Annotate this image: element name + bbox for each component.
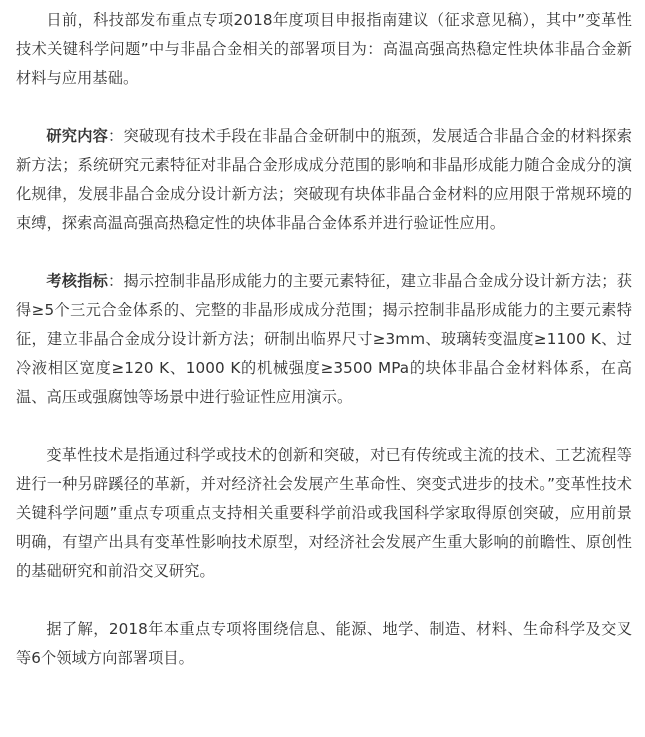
paragraph-intro [16,6,632,93]
paragraph-deployment [16,615,632,673]
research-content-heading: 研究内容 [46,127,109,145]
article-body [16,6,632,673]
transformative-tech-text: 变革性技术是指通过科学或技术的创新和突破，对已有传统或主流的技术、工艺流程等进行一种另辟蹊径的革新，并对经济社会发展产生革命性、突变式进步的技术。”变革性技术关键科学问题”重点专项重点支持相关重要科学前沿或我国科学家取得原创突破，应用前景明确，有望产出具有变革性影响技术原型，对经济社会发展产生重大影响的前瞻性、原创性的基础研究和前沿交叉研究。 [16,446,632,580]
research-content-text: ：突破现有技术手段在非晶合金研制中的瓶颈，发展适合非晶合金的材料探索新方法；系统研究元素特征对非晶合金形成成分范围的影响和非晶形成能力随合金成分的演化规律，发展非晶合金成分设计新方法；突破现有块体非晶合金材料的应用限于常规环境的束缚，探索高温高强高热稳定性的块体非晶合金体系并进行验证性应用。 [16,127,632,232]
assessment-indicators-heading: 考核指标 [46,272,109,290]
paragraph-transformative-tech [16,441,632,586]
paragraph-research-content [16,122,632,238]
paragraph-assessment-indicators [16,267,632,412]
assessment-indicators-text: ：揭示控制非晶形成能力的主要元素特征，建立非晶合金成分设计新方法；获得≥5个三元合金体系的、完整的非晶形成成分范围；揭示控制非晶形成能力的主要元素特征，建立非晶合金成分设计新方法；研制出临界尺寸≥3mm、玻璃转变温度≥1100 K、过冷液相区宽度≥120 K、1000 K的机械强度≥3500 MPa的块体非晶合金材料体系，在高温、高压或强腐蚀等场景中进行验证性应用演示。 [16,272,632,406]
deployment-text: 据了解，2018年本重点专项将围绕信息、能源、地学、制造、材料、生命科学及交叉等6个领域方向部署项目。 [16,620,632,667]
paragraph-intro-text: 日前，科技部发布重点专项2018年度项目申报指南建议（征求意见稿），其中”变革性技术关键科学问题”中与非晶合金相关的部署项目为：高温高强高热稳定性块体非晶合金新材料与应用基础。 [16,11,632,87]
